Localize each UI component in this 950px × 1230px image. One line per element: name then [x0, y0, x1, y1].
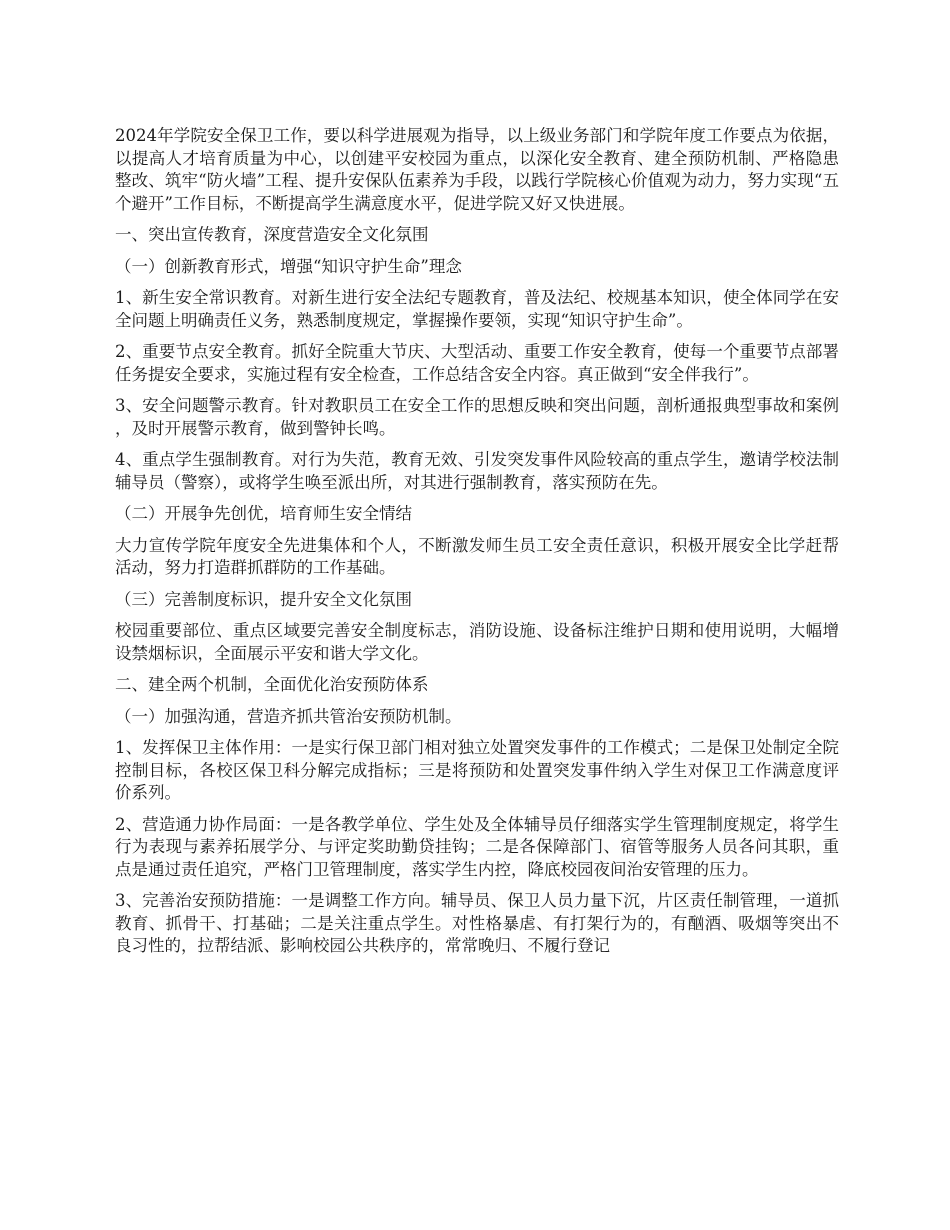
paragraph-item-4: 4、重点学生强制教育。对行为失范，教育无效、引发突发事件风险较高的重点学生，邀请学校法制辅导员（警察），或将学生唤至派出所，对其进行强制教育，落实预防在先。	[115, 450, 839, 492]
paragraph-mechanism-3: 3、完善治安预防措施：一是调整工作方向。辅导员、保卫人员力量下沉，片区责任制管理，一道抓教育、抓骨干、打基础；二是关注重点学生。对性格暴虐、有打架行为的，有酗酒、吸烟等突出不良习性的，拉帮结派、影响校园公共秩序的，常常晚归、不履行登记	[115, 891, 839, 955]
paragraph-mechanism-2: 2、营造通力协作局面：一是各教学单位、学生处及全体辅导员仔细落实学生管理制度规定，将学生行为表现与素养拓展学分、与评定奖助勤贷挂钩；二是各保障部门、宿管等服务人员各问其职，重点是通过责任追究，严格门卫管理制度，落实学生内控，降底校园夜间治安管理的压力。	[115, 814, 839, 879]
subsection-heading-1-1: （一）创新教育形式，增强“知识守护生命”理念	[115, 256, 462, 276]
paragraph-signage: 校园重要部位、重点区域要完善安全制度标志，消防设施、设备标注维护日期和使用说明，大幅增设禁烟标识，全面展示平安和谐大学文化。	[115, 621, 839, 663]
subsection-heading-1-3: （三）完善制度标识，提升安全文化氛围	[115, 589, 412, 609]
section-heading-2: 二、建全两个机制，全面优化治安预防体系	[115, 675, 429, 694]
subsection-heading-2-1: （一）加强沟通，营造齐抓共管治安预防机制。	[115, 706, 462, 726]
paragraph-awards: 大力宣传学院年度安全先进集体和个人，不断激发师生员工安全责任意识，积极开展安全比学赶帮活动，努力打造群抓群防的工作基础。	[115, 535, 839, 577]
paragraph-item-3: 3、安全问题警示教育。针对教职员工在安全工作的思想反映和突出问题，剖析通报典型事故和案例，及时开展警示教育，做到警钟长鸣。	[115, 396, 839, 438]
paragraph-item-1: 1、新生安全常识教育。对新生进行安全法纪专题教育，普及法纪、校规基本知识，使全体同学在安全问题上明确责任义务，熟悉制度规定，掌握操作要领，实现“知识守护生命”。	[115, 288, 839, 330]
subsection-heading-1-2: （二）开展争先创优，培育师生安全情结	[115, 504, 412, 523]
paragraph-mechanism-1: 1、发挥保卫主体作用：一是实行保卫部门相对独立处置突发事件的工作模式；二是保卫处制定全院控制目标，各校区保卫科分解完成指标；三是将预防和处置突发事件纳入学生对保卫工作满意度评价系列。	[115, 738, 839, 802]
paragraph-item-2: 2、重要节点安全教育。抓好全院重大节庆、大型活动、重要工作安全教育，使每一个重要节点部署任务提安全要求，实施过程有安全检查，工作总结含安全内容。真正做到“安全伴我行”。	[115, 342, 839, 384]
intro-paragraph: 2024年学院安全保卫工作，要以科学进展观为指导，以上级业务部门和学院年度工作要点为依据，以提高人才培育质量为中心，以创建平安校园为重点，以深化安全教育、建全预防机制、严格隐患整改、筑牢“防火墙”工程、提升安保队伍素养为手段，以践行学院核心价值观为动力，努力实现“五个避开”工作目标，不断提高学生满意度水平，促进学院又好又快进展。	[115, 126, 839, 213]
document-body	[115, 125, 839, 967]
section-heading-1: 一、突出宣传教育，深度营造安全文化氛围	[115, 225, 429, 244]
